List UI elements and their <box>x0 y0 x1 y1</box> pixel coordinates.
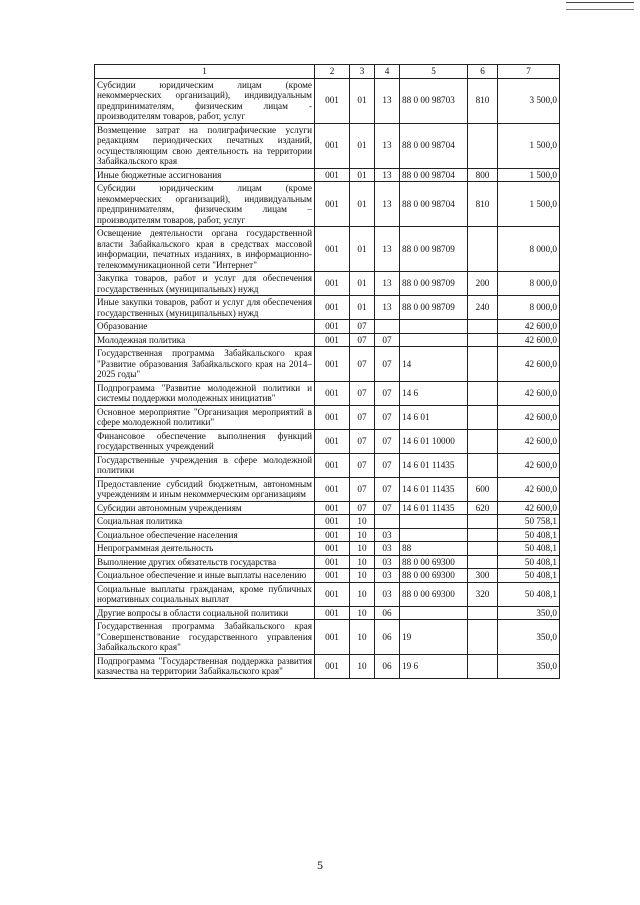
cell-expense-type <box>468 528 498 542</box>
cell-name: Государственные учреждения в сфере молодежной политики <box>95 453 315 477</box>
cell-amount: 50 408,1 <box>498 528 560 542</box>
cell-name: Иные бюджетные ассигнования <box>95 168 315 182</box>
cell-admin-code: 001 <box>315 227 350 272</box>
table-row <box>95 320 560 334</box>
cell-section: 10 <box>350 654 375 678</box>
budget-table <box>94 64 560 679</box>
cell-section: 10 <box>350 582 375 606</box>
cell-subsection: 07 <box>375 405 400 429</box>
cell-expense-type <box>468 620 498 655</box>
table-body <box>95 78 560 678</box>
col-header: 7 <box>498 65 560 79</box>
cell-admin-code: 001 <box>315 654 350 678</box>
cell-name: Молодежная политика <box>95 333 315 347</box>
cell-subsection: 06 <box>375 654 400 678</box>
cell-subsection: 03 <box>375 555 400 569</box>
cell-amount: 8 000,0 <box>498 296 560 320</box>
cell-target-article: 19 6 <box>400 654 468 678</box>
col-header: 5 <box>400 65 468 79</box>
table-row <box>95 582 560 606</box>
table-row <box>95 381 560 405</box>
cell-expense-type <box>468 405 498 429</box>
cell-target-article: 14 6 <box>400 381 468 405</box>
cell-expense-type <box>468 453 498 477</box>
table-row <box>95 227 560 272</box>
table-row <box>95 555 560 569</box>
cell-target-article: 19 <box>400 620 468 655</box>
cell-amount: 42 600,0 <box>498 501 560 515</box>
cell-subsection: 13 <box>375 296 400 320</box>
cell-subsection: 13 <box>375 227 400 272</box>
cell-amount: 1 500,0 <box>498 123 560 168</box>
cell-section: 01 <box>350 123 375 168</box>
cell-expense-type <box>468 515 498 529</box>
cell-subsection: 06 <box>375 620 400 655</box>
cell-section: 01 <box>350 182 375 227</box>
cell-subsection: 13 <box>375 182 400 227</box>
cell-expense-type <box>468 555 498 569</box>
cell-target-article: 88 0 00 69300 <box>400 555 468 569</box>
cell-admin-code: 001 <box>315 528 350 542</box>
cell-target-article: 88 0 00 69300 <box>400 569 468 583</box>
cell-amount: 42 600,0 <box>498 333 560 347</box>
cell-expense-type <box>468 227 498 272</box>
cell-target-article: 14 6 01 11435 <box>400 453 468 477</box>
cell-subsection <box>375 515 400 529</box>
cell-subsection: 07 <box>375 429 400 453</box>
table-row <box>95 405 560 429</box>
cell-subsection: 07 <box>375 477 400 501</box>
cell-admin-code: 001 <box>315 515 350 529</box>
table-row <box>95 501 560 515</box>
cell-amount: 350,0 <box>498 620 560 655</box>
cell-admin-code: 001 <box>315 429 350 453</box>
cell-section: 07 <box>350 405 375 429</box>
cell-amount: 42 600,0 <box>498 381 560 405</box>
table-row <box>95 429 560 453</box>
cell-amount: 42 600,0 <box>498 477 560 501</box>
cell-target-article: 14 6 01 11435 <box>400 501 468 515</box>
cell-target-article <box>400 515 468 529</box>
cell-amount: 50 408,1 <box>498 569 560 583</box>
cell-admin-code: 001 <box>315 453 350 477</box>
cell-amount: 8 000,0 <box>498 227 560 272</box>
cell-amount: 50 758,1 <box>498 515 560 529</box>
cell-name: Другие вопросы в области социальной политики <box>95 606 315 620</box>
cell-target-article: 88 0 00 69300 <box>400 582 468 606</box>
cell-expense-type: 800 <box>468 168 498 182</box>
cell-expense-type: 810 <box>468 78 498 123</box>
cell-expense-type: 620 <box>468 501 498 515</box>
cell-admin-code: 001 <box>315 501 350 515</box>
col-header: 3 <box>350 65 375 79</box>
cell-amount: 1 500,0 <box>498 168 560 182</box>
table-row <box>95 620 560 655</box>
table-row <box>95 453 560 477</box>
cell-amount: 1 500,0 <box>498 182 560 227</box>
cell-expense-type: 240 <box>468 296 498 320</box>
cell-target-article <box>400 528 468 542</box>
cell-name: Непрограммная деятельность <box>95 542 315 556</box>
cell-target-article: 14 6 01 11435 <box>400 477 468 501</box>
cell-admin-code: 001 <box>315 78 350 123</box>
cell-name: Финансовое обеспечение выполнения функций государственных учреждений <box>95 429 315 453</box>
cell-expense-type <box>468 654 498 678</box>
cell-amount: 3 500,0 <box>498 78 560 123</box>
cell-admin-code: 001 <box>315 296 350 320</box>
cell-name: Субсидии автономным учреждениям <box>95 501 315 515</box>
cell-name: Выполнение других обязательств государства <box>95 555 315 569</box>
cell-target-article: 88 0 00 98704 <box>400 123 468 168</box>
cell-amount: 50 408,1 <box>498 555 560 569</box>
cell-target-article: 14 <box>400 347 468 382</box>
corner-mark <box>566 2 634 10</box>
cell-expense-type <box>468 333 498 347</box>
cell-expense-type <box>468 123 498 168</box>
cell-name: Государственная программа Забайкальского края "Развитие образования Забайкальского края на 2014–2025 годы" <box>95 347 315 382</box>
cell-admin-code: 001 <box>315 381 350 405</box>
cell-expense-type <box>468 381 498 405</box>
cell-section: 07 <box>350 347 375 382</box>
cell-name: Образование <box>95 320 315 334</box>
cell-section: 10 <box>350 528 375 542</box>
table-row <box>95 296 560 320</box>
cell-name: Субсидии юридическим лицам (кроме некоммерческих организаций), индивидуальным предпринимателям, физическим лицам – производителям товаров, работ, услуг <box>95 182 315 227</box>
cell-section: 10 <box>350 555 375 569</box>
cell-subsection: 06 <box>375 606 400 620</box>
col-header: 6 <box>468 65 498 79</box>
cell-target-article: 88 <box>400 542 468 556</box>
cell-section: 01 <box>350 78 375 123</box>
cell-amount: 350,0 <box>498 654 560 678</box>
cell-subsection: 03 <box>375 569 400 583</box>
cell-expense-type <box>468 542 498 556</box>
cell-expense-type: 810 <box>468 182 498 227</box>
cell-admin-code: 001 <box>315 477 350 501</box>
cell-admin-code: 001 <box>315 272 350 296</box>
cell-target-article: 88 0 00 98709 <box>400 227 468 272</box>
cell-expense-type <box>468 429 498 453</box>
page-number: 5 <box>317 858 323 872</box>
cell-section: 07 <box>350 477 375 501</box>
cell-admin-code: 001 <box>315 123 350 168</box>
cell-target-article <box>400 320 468 334</box>
cell-target-article: 88 0 00 98703 <box>400 78 468 123</box>
table-row <box>95 333 560 347</box>
cell-amount: 50 408,1 <box>498 582 560 606</box>
col-header: 2 <box>315 65 350 79</box>
cell-amount: 42 600,0 <box>498 453 560 477</box>
cell-name: Субсидии юридическим лицам (кроме некоммерческих организаций), индивидуальным предпринимателям, физическим лицам - производителям товаров, работ, услуг <box>95 78 315 123</box>
cell-target-article: 14 6 01 <box>400 405 468 429</box>
cell-target-article: 88 0 00 98704 <box>400 168 468 182</box>
cell-amount: 350,0 <box>498 606 560 620</box>
cell-section: 07 <box>350 429 375 453</box>
table-row <box>95 654 560 678</box>
cell-expense-type: 600 <box>468 477 498 501</box>
cell-target-article: 88 0 00 98709 <box>400 272 468 296</box>
cell-name: Социальные выплаты гражданам, кроме публичных нормативных социальных выплат <box>95 582 315 606</box>
cell-subsection: 03 <box>375 528 400 542</box>
cell-admin-code: 001 <box>315 168 350 182</box>
table-row <box>95 477 560 501</box>
cell-section: 10 <box>350 542 375 556</box>
cell-subsection: 13 <box>375 123 400 168</box>
cell-subsection: 07 <box>375 347 400 382</box>
cell-name: Подпрограмма "Государственная поддержка развития казачества на территории Забайкальского края" <box>95 654 315 678</box>
table-row <box>95 515 560 529</box>
cell-expense-type: 300 <box>468 569 498 583</box>
cell-admin-code: 001 <box>315 569 350 583</box>
table-header-row <box>95 65 560 79</box>
cell-admin-code: 001 <box>315 347 350 382</box>
cell-section: 01 <box>350 296 375 320</box>
cell-subsection: 07 <box>375 501 400 515</box>
cell-expense-type <box>468 606 498 620</box>
cell-subsection: 07 <box>375 453 400 477</box>
cell-subsection: 13 <box>375 168 400 182</box>
cell-name: Социальное обеспечение и иные выплаты населению <box>95 569 315 583</box>
cell-target-article <box>400 606 468 620</box>
cell-amount: 8 000,0 <box>498 272 560 296</box>
cell-section: 10 <box>350 620 375 655</box>
cell-amount: 42 600,0 <box>498 347 560 382</box>
cell-admin-code: 001 <box>315 320 350 334</box>
table-row <box>95 78 560 123</box>
cell-section: 07 <box>350 333 375 347</box>
cell-name: Основное мероприятие "Организация мероприятий в сфере молодежной политики" <box>95 405 315 429</box>
cell-expense-type: 320 <box>468 582 498 606</box>
cell-subsection: 03 <box>375 542 400 556</box>
cell-name: Закупка товаров, работ и услуг для обеспечения государственных (муниципальных) нужд <box>95 272 315 296</box>
cell-subsection: 13 <box>375 78 400 123</box>
cell-subsection: 13 <box>375 272 400 296</box>
table-row <box>95 182 560 227</box>
cell-section: 01 <box>350 227 375 272</box>
cell-target-article: 14 6 01 10000 <box>400 429 468 453</box>
cell-name: Подпрограмма "Развитие молодежной политики и системы поддержки молодежных инициатив" <box>95 381 315 405</box>
cell-subsection: 07 <box>375 381 400 405</box>
cell-subsection: 03 <box>375 582 400 606</box>
table-row <box>95 123 560 168</box>
cell-name: Государственная программа Забайкальского края "Совершенствование государственного управления Забайкальского края" <box>95 620 315 655</box>
cell-section: 07 <box>350 501 375 515</box>
cell-name: Предоставление субсидий бюджетным, автономным учреждениям и иным некоммерческим организациям <box>95 477 315 501</box>
col-header: 1 <box>95 65 315 79</box>
table-row <box>95 168 560 182</box>
table-row <box>95 347 560 382</box>
cell-admin-code: 001 <box>315 333 350 347</box>
cell-expense-type: 200 <box>468 272 498 296</box>
cell-section: 07 <box>350 453 375 477</box>
cell-expense-type <box>468 320 498 334</box>
cell-expense-type <box>468 347 498 382</box>
cell-admin-code: 001 <box>315 606 350 620</box>
cell-admin-code: 001 <box>315 182 350 227</box>
table-row <box>95 542 560 556</box>
cell-amount: 50 408,1 <box>498 542 560 556</box>
cell-name: Освещение деятельности органа государственной власти Забайкальского края в средствах массовой информации, печатных изданиях, в информационно-телекоммуникационной сети "Интернет" <box>95 227 315 272</box>
cell-admin-code: 001 <box>315 405 350 429</box>
cell-section: 10 <box>350 569 375 583</box>
table-row <box>95 606 560 620</box>
cell-subsection <box>375 320 400 334</box>
cell-target-article: 88 0 00 98709 <box>400 296 468 320</box>
cell-name: Иные закупки товаров, работ и услуг для обеспечения государственных (муниципальных) нужд <box>95 296 315 320</box>
cell-admin-code: 001 <box>315 555 350 569</box>
cell-section: 07 <box>350 381 375 405</box>
table-row <box>95 569 560 583</box>
cell-target-article: 88 0 00 98704 <box>400 182 468 227</box>
table-row <box>95 528 560 542</box>
cell-amount: 42 600,0 <box>498 320 560 334</box>
cell-section: 07 <box>350 320 375 334</box>
cell-amount: 42 600,0 <box>498 429 560 453</box>
cell-admin-code: 001 <box>315 542 350 556</box>
cell-admin-code: 001 <box>315 620 350 655</box>
cell-amount: 42 600,0 <box>498 405 560 429</box>
table-row <box>95 272 560 296</box>
cell-subsection: 07 <box>375 333 400 347</box>
cell-name: Социальное обеспечение населения <box>95 528 315 542</box>
cell-target-article <box>400 333 468 347</box>
cell-admin-code: 001 <box>315 582 350 606</box>
cell-section: 10 <box>350 515 375 529</box>
cell-name: Социальная политика <box>95 515 315 529</box>
cell-name: Возмещение затрат на полиграфические услуги редакциям периодических печатных изданий, осуществляющим свою деятельность на территории Забайкальского края <box>95 123 315 168</box>
cell-section: 01 <box>350 272 375 296</box>
cell-section: 01 <box>350 168 375 182</box>
cell-section: 10 <box>350 606 375 620</box>
col-header: 4 <box>375 65 400 79</box>
